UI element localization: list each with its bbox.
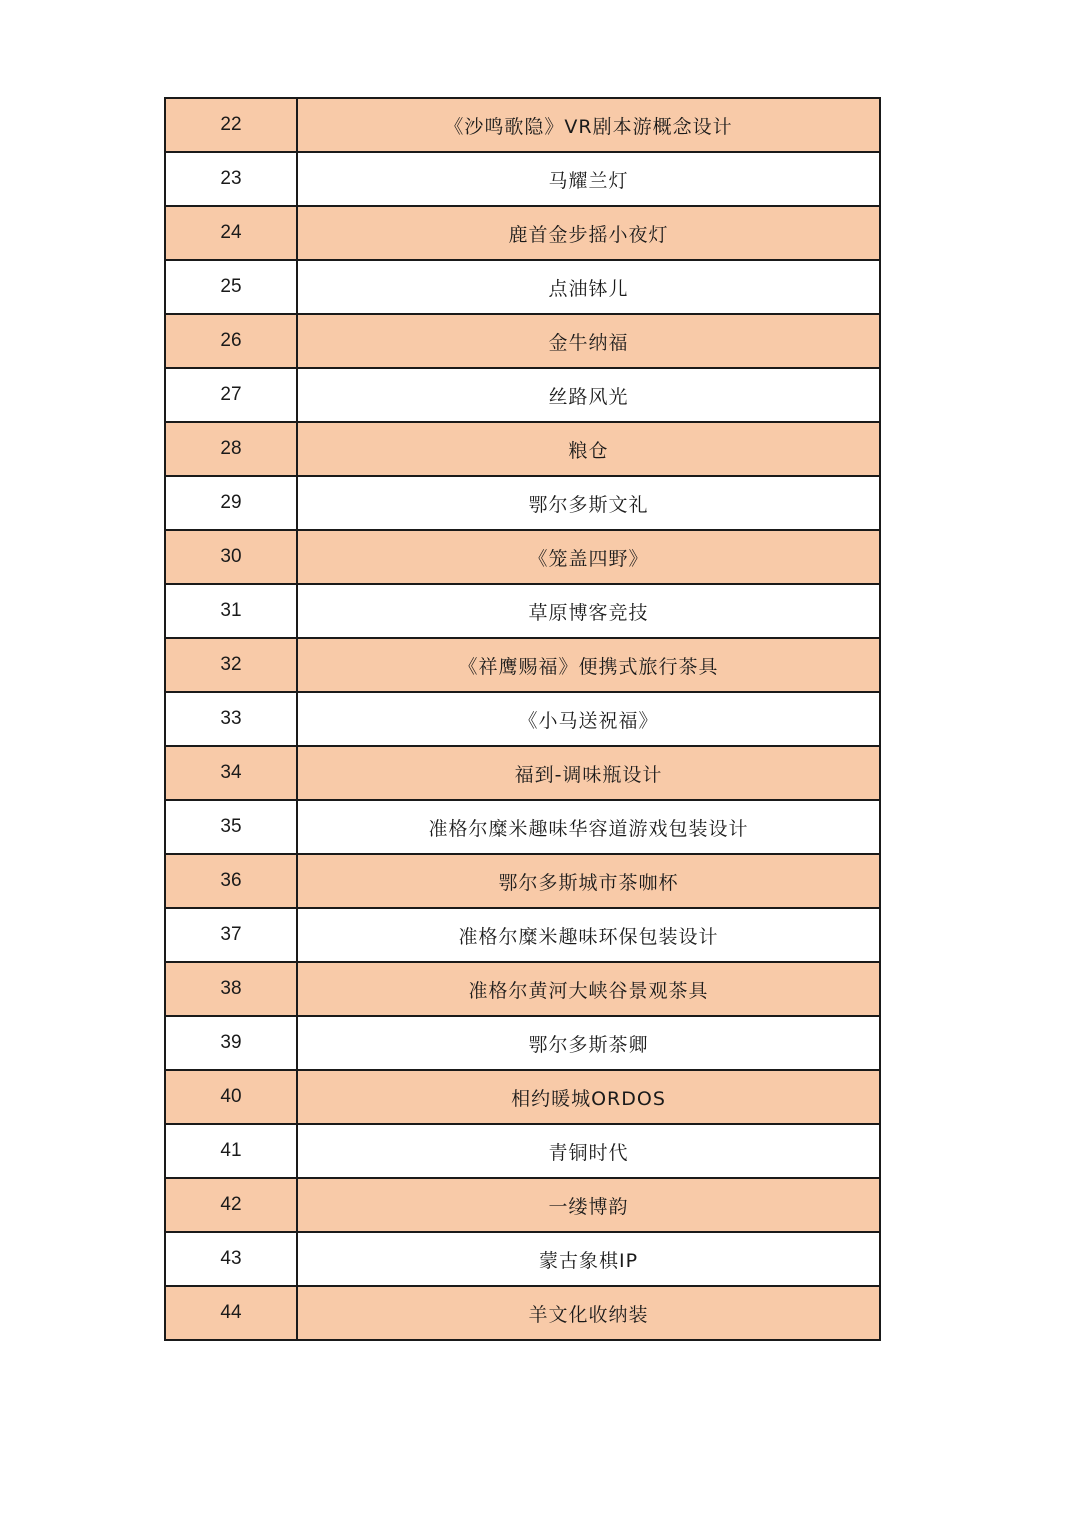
table-row — [165, 422, 880, 476]
row-title: 《小马送祝福》 — [297, 692, 880, 746]
row-title: 羊文化收纳装 — [297, 1286, 880, 1340]
table-row — [165, 98, 880, 152]
table-row — [165, 1070, 880, 1124]
table-row — [165, 962, 880, 1016]
row-title: 青铜时代 — [297, 1124, 880, 1178]
row-title: 蒙古象棋IP — [297, 1232, 880, 1286]
row-title: 鹿首金步摇小夜灯 — [297, 206, 880, 260]
row-title: 《笼盖四野》 — [297, 530, 880, 584]
table-row — [165, 800, 880, 854]
row-title: 鄂尔多斯城市茶咖杯 — [297, 854, 880, 908]
row-number: 25 — [165, 260, 297, 314]
table-row — [165, 1124, 880, 1178]
row-number: 26 — [165, 314, 297, 368]
table-row — [165, 1016, 880, 1070]
row-number: 36 — [165, 854, 297, 908]
row-number: 29 — [165, 476, 297, 530]
row-number: 32 — [165, 638, 297, 692]
row-title: 草原博客竞技 — [297, 584, 880, 638]
row-number: 33 — [165, 692, 297, 746]
table-row — [165, 854, 880, 908]
row-number: 42 — [165, 1178, 297, 1232]
row-number: 31 — [165, 584, 297, 638]
row-title: 马耀兰灯 — [297, 152, 880, 206]
row-number: 27 — [165, 368, 297, 422]
row-title: 准格尔糜米趣味环保包装设计 — [297, 908, 880, 962]
row-title: 鄂尔多斯文礼 — [297, 476, 880, 530]
row-number: 43 — [165, 1232, 297, 1286]
row-title: 丝路风光 — [297, 368, 880, 422]
table-row — [165, 1232, 880, 1286]
row-title: 相约暖城ORDOS — [297, 1070, 880, 1124]
row-number: 41 — [165, 1124, 297, 1178]
row-number: 44 — [165, 1286, 297, 1340]
row-number: 24 — [165, 206, 297, 260]
table-row — [165, 908, 880, 962]
table-row — [165, 530, 880, 584]
row-number: 30 — [165, 530, 297, 584]
row-number: 22 — [165, 98, 297, 152]
row-title: 一缕博韵 — [297, 1178, 880, 1232]
table-row — [165, 692, 880, 746]
table-row — [165, 152, 880, 206]
row-number: 23 — [165, 152, 297, 206]
row-title: 福到-调味瓶设计 — [297, 746, 880, 800]
entries-table — [164, 97, 881, 1341]
row-number: 38 — [165, 962, 297, 1016]
row-title: 准格尔糜米趣味华容道游戏包装设计 — [297, 800, 880, 854]
entries-table-body — [165, 98, 880, 1340]
row-title: 点油钵儿 — [297, 260, 880, 314]
table-row — [165, 476, 880, 530]
row-title: 金牛纳福 — [297, 314, 880, 368]
table-row — [165, 368, 880, 422]
row-number: 28 — [165, 422, 297, 476]
row-title: 粮仓 — [297, 422, 880, 476]
row-number: 39 — [165, 1016, 297, 1070]
table-row — [165, 1178, 880, 1232]
row-number: 34 — [165, 746, 297, 800]
table-row — [165, 1286, 880, 1340]
row-number: 35 — [165, 800, 297, 854]
table-row — [165, 584, 880, 638]
row-title: 《祥鹰赐福》便携式旅行茶具 — [297, 638, 880, 692]
table-row — [165, 206, 880, 260]
table-row — [165, 746, 880, 800]
table-row — [165, 638, 880, 692]
entries-table-container — [164, 97, 879, 1341]
table-row — [165, 260, 880, 314]
row-number: 40 — [165, 1070, 297, 1124]
row-number: 37 — [165, 908, 297, 962]
row-title: 《沙鸣歌隐》VR剧本游概念设计 — [297, 98, 880, 152]
row-title: 鄂尔多斯茶卿 — [297, 1016, 880, 1070]
table-row — [165, 314, 880, 368]
row-title: 准格尔黄河大峡谷景观茶具 — [297, 962, 880, 1016]
